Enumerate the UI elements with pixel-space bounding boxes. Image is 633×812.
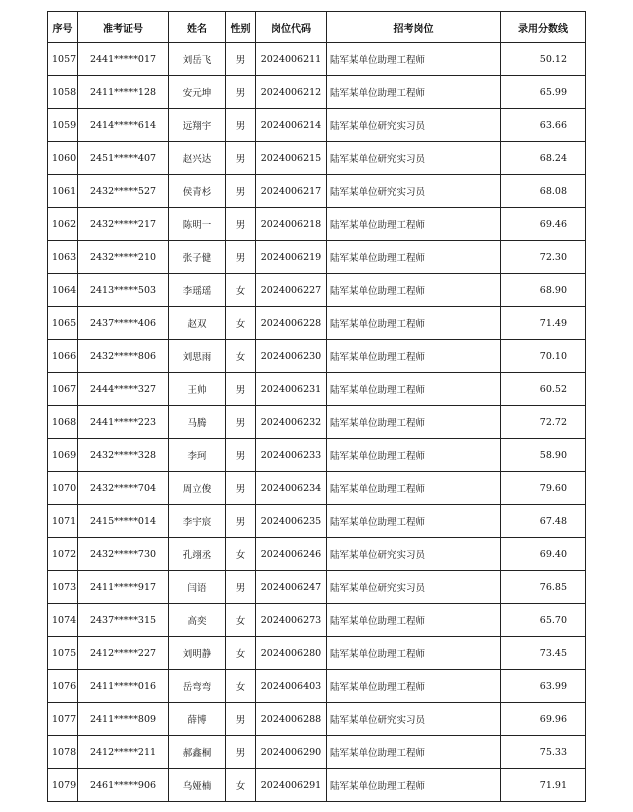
cell-score: 76.85 [501, 571, 586, 604]
cell-position-code: 2024006232 [256, 406, 327, 439]
cell-gender: 女 [226, 307, 256, 340]
cell-position-code: 2024006233 [256, 439, 327, 472]
cell-gender: 男 [226, 208, 256, 241]
cell-no: 1064 [48, 274, 78, 307]
cell-position-code: 2024006217 [256, 175, 327, 208]
cell-score: 72.30 [501, 241, 586, 274]
cell-exam-id: 2437*****315 [78, 604, 169, 637]
cell-position-code: 2024006212 [256, 76, 327, 109]
table-row [48, 571, 586, 604]
cell-gender: 男 [226, 43, 256, 76]
cell-position: 陆军某单位助理工程师 [327, 472, 501, 505]
cell-position: 陆军某单位助理工程师 [327, 208, 501, 241]
cell-name: 乌娅楠 [169, 769, 226, 802]
table-row [48, 637, 586, 670]
cell-name: 赵双 [169, 307, 226, 340]
cell-no: 1059 [48, 109, 78, 142]
admission-table [47, 11, 586, 802]
cell-no: 1077 [48, 703, 78, 736]
cell-name: 李宇宸 [169, 505, 226, 538]
cell-gender: 男 [226, 109, 256, 142]
cell-exam-id: 2432*****704 [78, 472, 169, 505]
cell-name: 赵兴达 [169, 142, 226, 175]
table-row [48, 670, 586, 703]
cell-position-code: 2024006234 [256, 472, 327, 505]
table-row [48, 538, 586, 571]
cell-position-code: 2024006219 [256, 241, 327, 274]
cell-gender: 女 [226, 604, 256, 637]
cell-no: 1071 [48, 505, 78, 538]
cell-no: 1079 [48, 769, 78, 802]
cell-position-code: 2024006403 [256, 670, 327, 703]
header-no: 序号 [48, 12, 78, 43]
cell-position: 陆军某单位研究实习员 [327, 538, 501, 571]
cell-name: 周立俊 [169, 472, 226, 505]
cell-score: 68.08 [501, 175, 586, 208]
cell-no: 1075 [48, 637, 78, 670]
cell-name: 李珂 [169, 439, 226, 472]
cell-score: 71.49 [501, 307, 586, 340]
cell-position: 陆军某单位研究实习员 [327, 142, 501, 175]
cell-exam-id: 2461*****906 [78, 769, 169, 802]
cell-position-code: 2024006230 [256, 340, 327, 373]
cell-position: 陆军某单位助理工程师 [327, 670, 501, 703]
cell-position-code: 2024006246 [256, 538, 327, 571]
cell-gender: 男 [226, 373, 256, 406]
cell-gender: 男 [226, 175, 256, 208]
cell-exam-id: 2411*****809 [78, 703, 169, 736]
cell-position-code: 2024006290 [256, 736, 327, 769]
cell-score: 65.99 [501, 76, 586, 109]
cell-gender: 女 [226, 637, 256, 670]
cell-name: 王帅 [169, 373, 226, 406]
table-row [48, 703, 586, 736]
cell-position-code: 2024006214 [256, 109, 327, 142]
cell-position-code: 2024006280 [256, 637, 327, 670]
cell-position-code: 2024006273 [256, 604, 327, 637]
header-row [48, 12, 586, 43]
cell-position: 陆军某单位助理工程师 [327, 736, 501, 769]
cell-gender: 男 [226, 406, 256, 439]
cell-position-code: 2024006288 [256, 703, 327, 736]
header-position-code: 岗位代码 [256, 12, 327, 43]
cell-exam-id: 2411*****128 [78, 76, 169, 109]
cell-no: 1078 [48, 736, 78, 769]
cell-position: 陆军某单位助理工程师 [327, 274, 501, 307]
table-row [48, 175, 586, 208]
cell-no: 1074 [48, 604, 78, 637]
table-row [48, 769, 586, 802]
cell-position: 陆军某单位助理工程师 [327, 769, 501, 802]
cell-score: 50.12 [501, 43, 586, 76]
cell-exam-id: 2413*****503 [78, 274, 169, 307]
cell-gender: 女 [226, 538, 256, 571]
table-row [48, 43, 586, 76]
cell-no: 1063 [48, 241, 78, 274]
cell-gender: 女 [226, 340, 256, 373]
cell-position-code: 2024006211 [256, 43, 327, 76]
cell-name: 远翔宇 [169, 109, 226, 142]
table-row [48, 736, 586, 769]
cell-position: 陆军某单位助理工程师 [327, 307, 501, 340]
cell-name: 安元坤 [169, 76, 226, 109]
cell-gender: 男 [226, 505, 256, 538]
cell-position-code: 2024006218 [256, 208, 327, 241]
cell-exam-id: 2411*****016 [78, 670, 169, 703]
cell-gender: 女 [226, 274, 256, 307]
cell-score: 67.48 [501, 505, 586, 538]
cell-name: 闫语 [169, 571, 226, 604]
cell-exam-id: 2412*****211 [78, 736, 169, 769]
cell-name: 刘岳飞 [169, 43, 226, 76]
header-exam-id: 准考证号 [78, 12, 169, 43]
cell-no: 1076 [48, 670, 78, 703]
table-row [48, 274, 586, 307]
cell-gender: 男 [226, 736, 256, 769]
cell-gender: 男 [226, 76, 256, 109]
cell-position: 陆军某单位助理工程师 [327, 373, 501, 406]
cell-score: 73.45 [501, 637, 586, 670]
cell-no: 1073 [48, 571, 78, 604]
cell-exam-id: 2411*****917 [78, 571, 169, 604]
cell-position: 陆军某单位研究实习员 [327, 571, 501, 604]
cell-position: 陆军某单位助理工程师 [327, 604, 501, 637]
cell-name: 刘明静 [169, 637, 226, 670]
cell-name: 李瑶瑶 [169, 274, 226, 307]
cell-position: 陆军某单位助理工程师 [327, 406, 501, 439]
cell-name: 孔翊丞 [169, 538, 226, 571]
cell-score: 71.91 [501, 769, 586, 802]
cell-name: 张子健 [169, 241, 226, 274]
cell-gender: 男 [226, 472, 256, 505]
cell-no: 1068 [48, 406, 78, 439]
cell-score: 75.33 [501, 736, 586, 769]
cell-exam-id: 2432*****217 [78, 208, 169, 241]
cell-position: 陆军某单位助理工程师 [327, 637, 501, 670]
cell-score: 69.40 [501, 538, 586, 571]
cell-no: 1066 [48, 340, 78, 373]
cell-gender: 女 [226, 769, 256, 802]
cell-exam-id: 2451*****407 [78, 142, 169, 175]
table-row [48, 142, 586, 175]
table-row [48, 472, 586, 505]
cell-no: 1062 [48, 208, 78, 241]
cell-exam-id: 2412*****227 [78, 637, 169, 670]
cell-gender: 女 [226, 670, 256, 703]
cell-exam-id: 2432*****730 [78, 538, 169, 571]
cell-no: 1057 [48, 43, 78, 76]
cell-name: 高奕 [169, 604, 226, 637]
cell-no: 1065 [48, 307, 78, 340]
cell-name: 马腾 [169, 406, 226, 439]
cell-exam-id: 2432*****328 [78, 439, 169, 472]
cell-name: 岳弯弯 [169, 670, 226, 703]
cell-no: 1058 [48, 76, 78, 109]
table-row [48, 373, 586, 406]
cell-position-code: 2024006227 [256, 274, 327, 307]
cell-no: 1067 [48, 373, 78, 406]
cell-gender: 男 [226, 241, 256, 274]
cell-position: 陆军某单位助理工程师 [327, 505, 501, 538]
table-body [48, 43, 586, 802]
cell-position: 陆军某单位研究实习员 [327, 175, 501, 208]
cell-position: 陆军某单位研究实习员 [327, 109, 501, 142]
cell-exam-id: 2414*****614 [78, 109, 169, 142]
cell-name: 刘思雨 [169, 340, 226, 373]
cell-position: 陆军某单位助理工程师 [327, 43, 501, 76]
cell-position-code: 2024006215 [256, 142, 327, 175]
cell-no: 1070 [48, 472, 78, 505]
cell-exam-id: 2441*****017 [78, 43, 169, 76]
cell-score: 63.99 [501, 670, 586, 703]
header-gender: 性别 [226, 12, 256, 43]
cell-position: 陆军某单位研究实习员 [327, 703, 501, 736]
cell-score: 69.46 [501, 208, 586, 241]
table-row [48, 505, 586, 538]
cell-gender: 男 [226, 142, 256, 175]
header-name: 姓名 [169, 12, 226, 43]
cell-name: 郝鑫桐 [169, 736, 226, 769]
cell-position-code: 2024006235 [256, 505, 327, 538]
cell-name: 陈明一 [169, 208, 226, 241]
cell-position-code: 2024006291 [256, 769, 327, 802]
cell-position-code: 2024006228 [256, 307, 327, 340]
cell-exam-id: 2432*****527 [78, 175, 169, 208]
cell-position-code: 2024006247 [256, 571, 327, 604]
table-row [48, 76, 586, 109]
cell-score: 79.60 [501, 472, 586, 505]
cell-score: 68.90 [501, 274, 586, 307]
cell-score: 65.70 [501, 604, 586, 637]
header-score: 录用分数线 [501, 12, 586, 43]
cell-position: 陆军某单位助理工程师 [327, 340, 501, 373]
cell-no: 1072 [48, 538, 78, 571]
table-row [48, 109, 586, 142]
cell-position-code: 2024006231 [256, 373, 327, 406]
cell-position: 陆军某单位助理工程师 [327, 439, 501, 472]
cell-position: 陆军某单位助理工程师 [327, 241, 501, 274]
cell-exam-id: 2437*****406 [78, 307, 169, 340]
cell-score: 68.24 [501, 142, 586, 175]
cell-score: 69.96 [501, 703, 586, 736]
cell-name: 薛博 [169, 703, 226, 736]
table-row [48, 307, 586, 340]
cell-gender: 男 [226, 703, 256, 736]
cell-position: 陆军某单位助理工程师 [327, 76, 501, 109]
table-row [48, 241, 586, 274]
cell-gender: 男 [226, 571, 256, 604]
table-row [48, 406, 586, 439]
cell-exam-id: 2432*****210 [78, 241, 169, 274]
cell-exam-id: 2432*****806 [78, 340, 169, 373]
cell-score: 60.52 [501, 373, 586, 406]
cell-exam-id: 2415*****014 [78, 505, 169, 538]
cell-name: 侯青杉 [169, 175, 226, 208]
table-row [48, 208, 586, 241]
header-position: 招考岗位 [327, 12, 501, 43]
cell-score: 70.10 [501, 340, 586, 373]
cell-no: 1060 [48, 142, 78, 175]
cell-score: 72.72 [501, 406, 586, 439]
table-row [48, 340, 586, 373]
cell-score: 58.90 [501, 439, 586, 472]
cell-no: 1061 [48, 175, 78, 208]
cell-score: 63.66 [501, 109, 586, 142]
table-row [48, 439, 586, 472]
cell-gender: 男 [226, 439, 256, 472]
cell-no: 1069 [48, 439, 78, 472]
cell-exam-id: 2441*****223 [78, 406, 169, 439]
table-row [48, 604, 586, 637]
cell-exam-id: 2444*****327 [78, 373, 169, 406]
